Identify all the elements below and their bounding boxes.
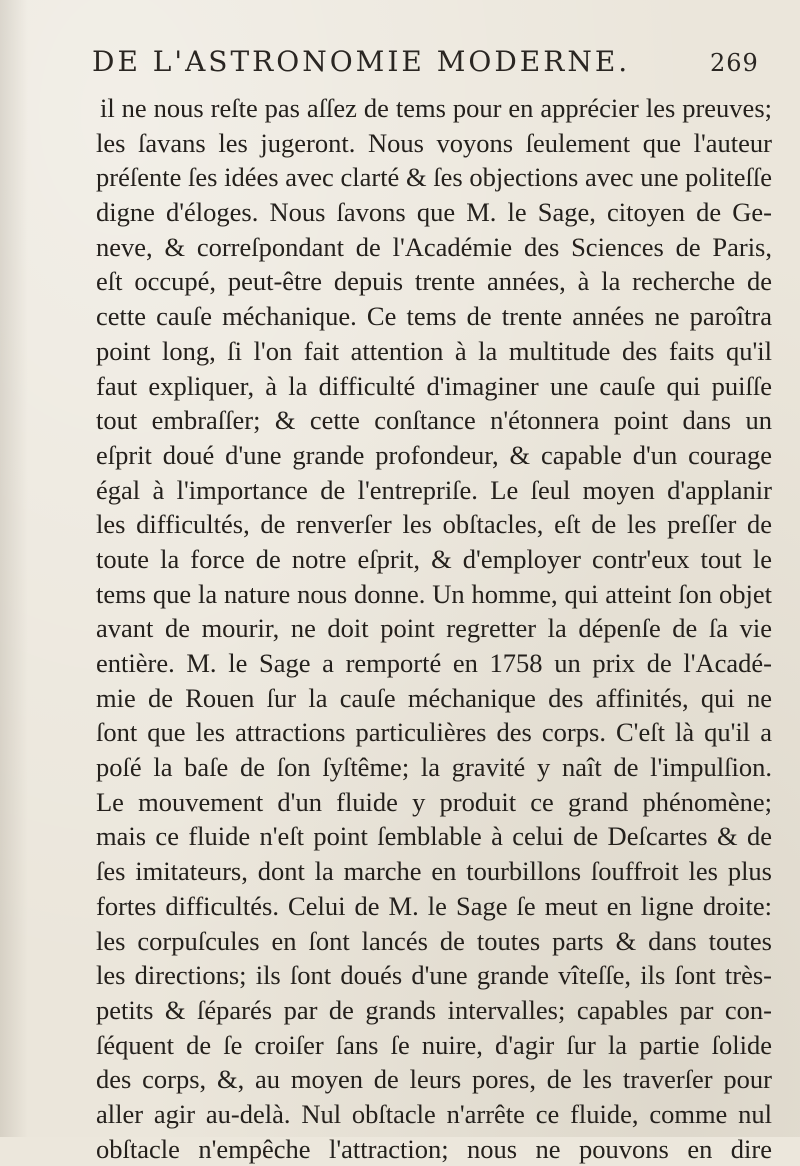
text-line: cette cauſe méchanique. Ce tems de trente années ne paroîtra <box>96 301 772 332</box>
running-title: DE L'ASTRONOMIE MODERNE. <box>92 45 631 78</box>
text-line: ſes imitateurs, dont la marche en tourbillons ſouffroit les plus <box>96 856 772 887</box>
text-line: les difficultés, de renverſer les obſtacles, eſt de les preſſer de <box>96 509 772 540</box>
page-number: 269 <box>710 49 759 77</box>
text-line: tems que la nature nous donne. Un homme, qui atteint ſon objet <box>96 578 772 609</box>
text-line: fortes difficultés. Celui de M. le Sage ſe meut en ligne droite: <box>96 890 772 921</box>
text-line: toute la force de notre eſprit, & d'employer contr'eux tout le <box>96 543 772 574</box>
text-line: les ſavans les jugeront. Nous voyons ſeulement que l'auteur <box>96 127 772 158</box>
text-line: eſprit doué d'une grande profondeur, & capable d'un courage <box>96 439 772 470</box>
text-line: neve, & correſpondant de l'Académie des Sciences de Paris, <box>96 231 772 262</box>
text-line: avant de mourir, ne doit point regretter la dépenſe de ſa vie <box>96 613 772 644</box>
text-line: il ne nous reſte pas aſſez de tems pour en apprécier les preuves; <box>100 93 772 123</box>
text-line: petits & ſéparés par de grands intervalles; capables par con- <box>96 994 772 1025</box>
text-line: poſé la baſe de ſon ſyſtême; la gravité y naît de l'impulſion. <box>96 752 772 783</box>
text-line: eſt occupé, peut-être depuis trente années, à la recherche de <box>96 266 772 297</box>
text-line: les corpuſcules en ſont lancés de toutes parts & dans toutes <box>96 925 772 956</box>
text-line: digne d'éloges. Nous ſavons que M. le Sage, citoyen de Ge- <box>96 197 772 228</box>
text-line: faut expliquer, à la difficulté d'imaginer une cauſe qui puiſſe <box>96 370 772 401</box>
text-line: ſont que les attractions particulières des corps. C'eſt là qu'il a <box>96 717 772 748</box>
body-text <box>96 91 772 1166</box>
text-line: tout embraſſer; & cette conſtance n'étonnera point dans un <box>96 405 772 436</box>
text-line: obſtacle n'empêche l'attraction; nous ne pouvons en dire <box>96 1133 772 1164</box>
text-line: entière. M. le Sage a remporté en 1758 un prix de l'Acadé- <box>96 648 772 678</box>
text-line: aller agir au-delà. Nul obſtacle n'arrête ce fluide, comme nul <box>96 1098 772 1129</box>
text-line: point long, ſi l'on fait attention à la multitude des faits qu'il <box>96 335 772 366</box>
text-line: Le mouvement d'un fluide y produit ce grand phénomène; <box>96 786 772 817</box>
text-line: les directions; ils ſont doués d'une grande vîteſſe, ils ſont très- <box>96 960 772 991</box>
text-line: mais ce fluide n'eſt point ſemblable à celui de Deſcartes & de <box>96 821 772 852</box>
text-line: des corps, &, au moyen de leurs pores, de les traverſer pour <box>96 1064 772 1095</box>
text-line: égal à l'importance de l'entrepriſe. Le ſeul moyen d'applanir <box>96 474 772 505</box>
text-line: mie de Rouen ſur la cauſe méchanique des affinités, qui ne <box>96 682 772 713</box>
text-line: préſente ſes idées avec clarté & ſes objections avec une politeſſe <box>96 162 772 193</box>
text-line: ſéquent de ſe croiſer ſans ſe nuire, d'agir ſur la partie ſolide <box>96 1029 772 1060</box>
